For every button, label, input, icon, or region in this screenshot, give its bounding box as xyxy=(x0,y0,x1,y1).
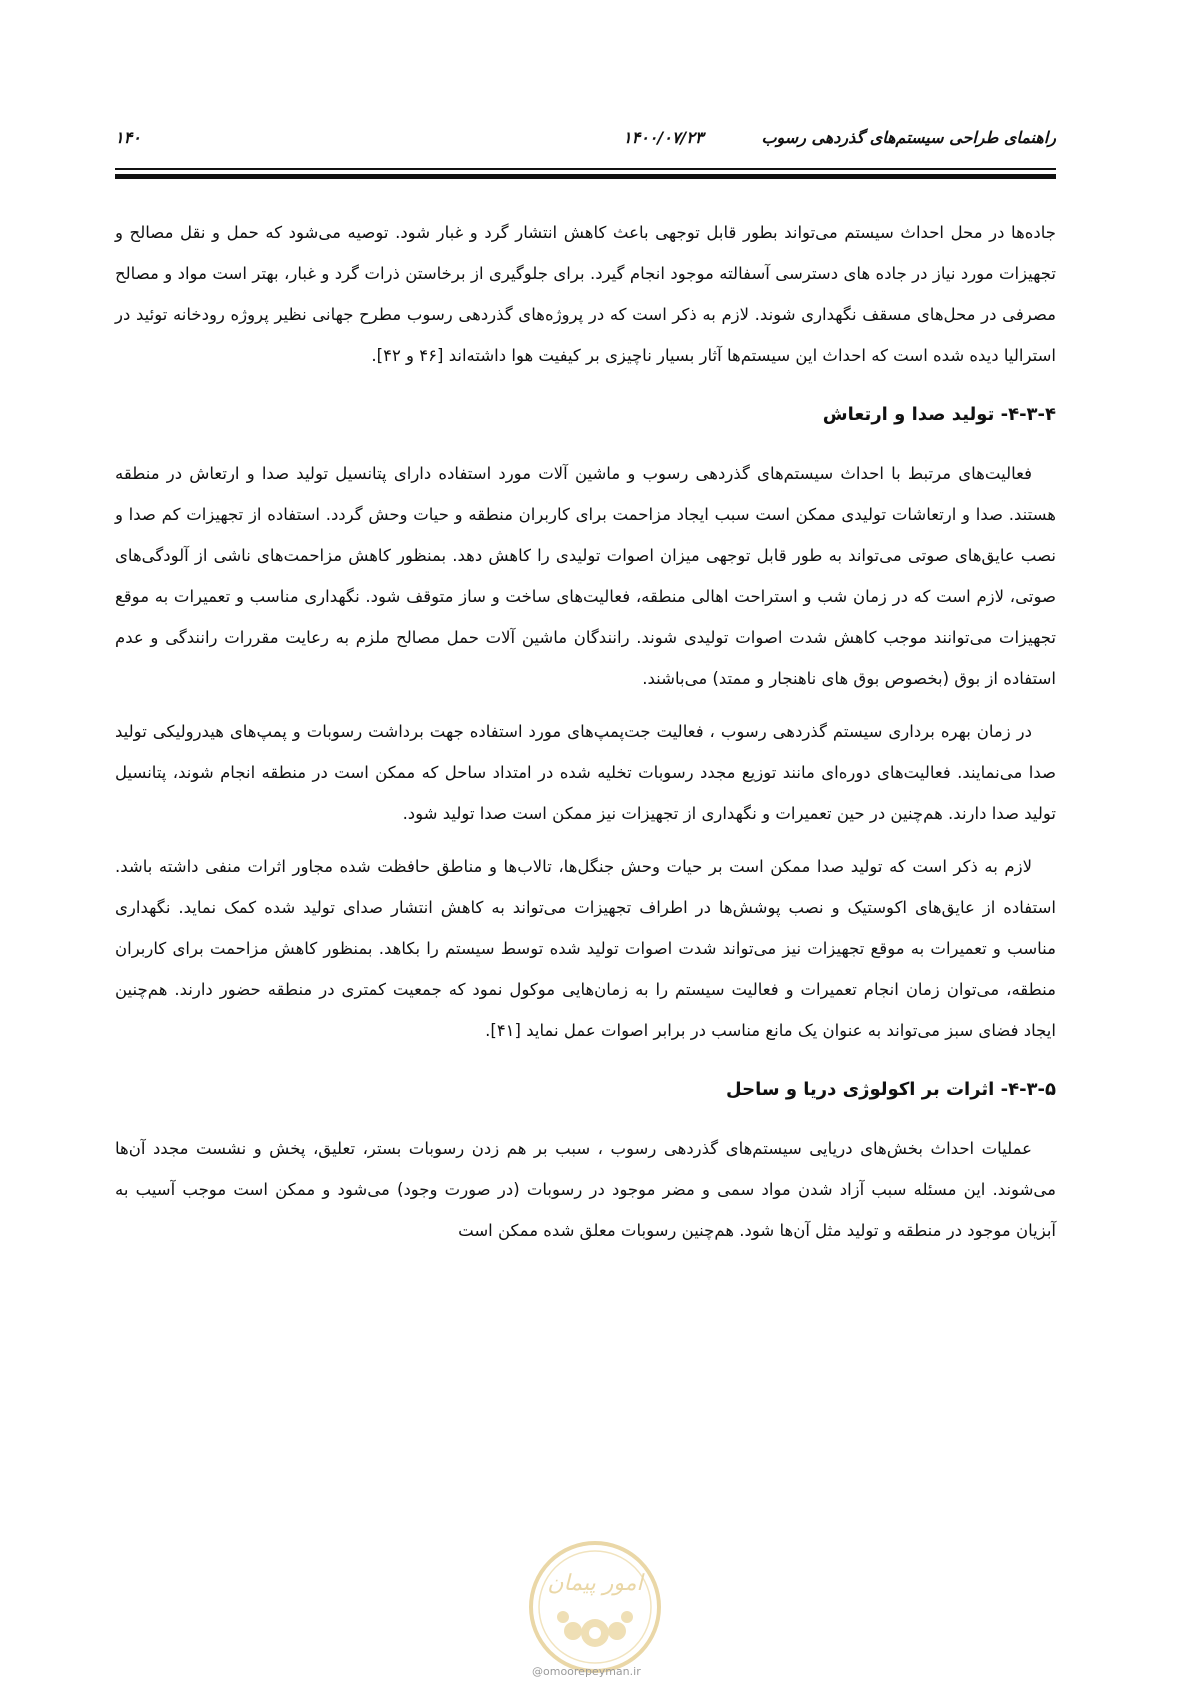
page-header xyxy=(115,128,1056,158)
header-divider-thick xyxy=(115,174,1056,179)
paragraph-noise-wildlife: لازم به ذکر است که تولید صدا ممکن است بر حیات وحش جنگل‌ها، تالاب‌ها و مناطق حافظت شده مجاور اثرات منفی داشته باشد. استفاده از عایق‌های اکوستیک و نصب پوشش‌ها در اطراف تجهیزات می‌تواند به کاهش انتشار صدای تولید شده کمک نماید. نگهداری مناسب و تعمیرات به موقع تجهیزات نیز می‌تواند شدت اصوات تولید شده توسط سیستم را بکاهد. بمنظور کاهش مزاحمت برای کاربران منطقه، می‌توان زمان انجام تعمیرات و فعالیت سیستم را به زمان‌هایی موکول نمود که جمعیت کمتری در منطقه حضور دارند. هم‌چنین ایجاد فضای سبز می‌تواند به عنوان یک مانع مناسب در برابر اصوات عمل نماید [۴۱]. xyxy=(115,857,1056,1040)
watermark-handle: @omoorepeyman.ir xyxy=(532,1665,641,1678)
section-heading-marine-ecology: ۴-۳-۵- اثرات بر اکولوژی دریا و ساحل xyxy=(726,1079,1056,1100)
page-number: ۱۴۰ xyxy=(115,128,141,147)
header-divider-thin xyxy=(115,168,1056,170)
paragraph-noise-construction: فعالیت‌های مرتبط با احداث سیستم‌های گذردهی رسوب و ماشین آلات مورد استفاده دارای پتانسیل تولید صدا و ارتعاش در منطقه هستند. صدا و ارتعاشات تولیدی ممکن است سبب ایجاد مزاحمت برای کاربران منطقه و حیات وحش گردد. استفاده از تجهیزات کم صدا و نصب عایق‌های صوتی می‌تواند به طور قابل توجهی میزان اصوات تولیدی را کاهش دهد. بمنظور کاهش مزاحمت‌های ناشی از آلودگی‌های صوتی، لازم است که در زمان شب و استراحت اهالی منطقه، فعالیت‌های ساخت و ساز متوقف شود. نگهداری مناسب و تعمیرات به موقع تجهیزات می‌توانند موجب کاهش شدت اصوات تولیدی شوند. رانندگان ماشین آلات حمل مصالح ملزم به رعایت مقررات رانندگی و عدم استفاده از بوق (بخصوص بوق های ناهنجار و ممتد) می‌باشند. xyxy=(115,464,1056,688)
watermark-logo-text: امور پیمان xyxy=(547,1571,643,1596)
watermark-outer-ring xyxy=(531,1543,659,1671)
paragraph-marine-ecology: عملیات احداث بخش‌های دریایی سیستم‌های گذردهی رسوب ، سبب بر هم زدن رسوبات بستر، تعلیق، پخش و نشست مجدد آن‌ها می‌شوند. این مسئله سبب آزاد شدن مواد سمی و مضر موجود در رسوبات (در صورت وجود) می‌شود و ممکن است موجب آسیب به آبزیان موجود در منطقه و تولید مثل آن‌ها شود. هم‌چنین رسوبات معلق شده ممکن است xyxy=(115,1139,1056,1240)
document-date: ۱۴۰۰/۰۷/۲۳ xyxy=(623,128,704,147)
watermark-logo xyxy=(525,1535,665,1684)
document-body xyxy=(115,212,1056,1263)
paragraph-dust-control: جاده‌ها در محل احداث سیستم می‌تواند بطور قابل توجهی باعث کاهش انتشار گرد و غبار شود. توصیه می‌شود که حمل و نقل مصالح و تجهیزات مورد نیاز در جاده های دسترسی آسفالته موجود انجام گیرد. برای جلوگیری از برخاستن ذرات گرد و غبار، بهتر است مواد و مصالح مصرفی در محل‌های مسقف نگهداری شوند. لازم به ذکر است که در پروژه‌های گذردهی رسوب مطرح جهانی نظیر پروژه رودخانه توئید در استرالیا دیده شده است که احداث این سیستم‌ها آثار بسیار ناچیزی بر کیفیت هوا داشته‌اند [۴۶ و ۴۲]. xyxy=(115,223,1056,365)
running-title: راهنمای طراحی سیستم‌های گذردهی رسوب xyxy=(761,128,1056,147)
paragraph-noise-operation: در زمان بهره برداری سیستم گذردهی رسوب ، فعالیت جت‌پمپ‌های مورد استفاده جهت برداشت رسوبات و پمپ‌های هیدرولیکی تولید صدا می‌نمایند. فعالیت‌های دوره‌ای مانند توزیع مجدد رسوبات تخلیه شده در امتداد ساحل که ممکن است در منطقه انجام شوند، پتانسیل تولید صدا دارند. هم‌چنین در حین تعمیرات و نگهداری از تجهیزات نیز ممکن است صدا تولید شود. xyxy=(115,722,1056,823)
section-heading-noise-vibration: ۴-۳-۴- تولید صدا و ارتعاش xyxy=(822,404,1056,425)
